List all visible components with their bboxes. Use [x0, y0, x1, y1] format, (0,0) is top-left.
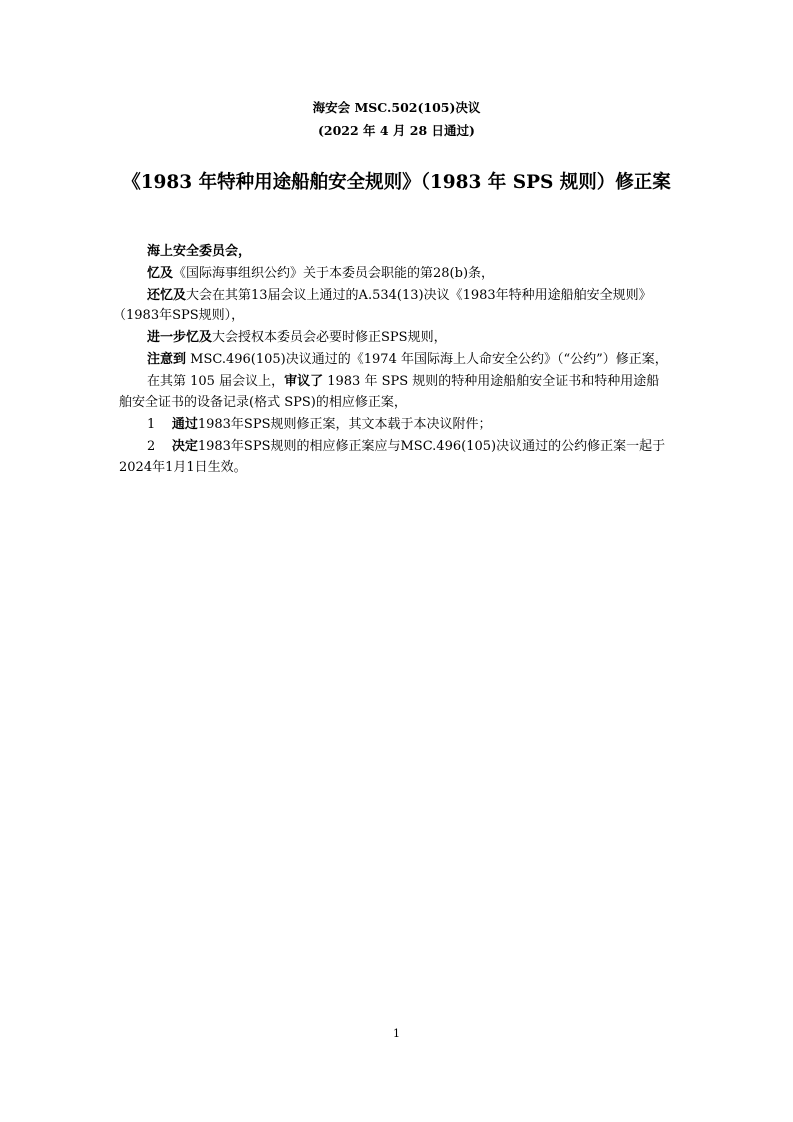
paragraph-1-number: 1	[147, 417, 156, 432]
paragraph-2-continuation: 2024年1月1日生效。	[119, 460, 247, 475]
preamble-having-considered	[147, 371, 707, 393]
recalling-further-keyword: 进一步忆及	[147, 330, 213, 345]
paragraph-1-text: 1983年SPS规则修正案，其文本载于本决议附件；	[197, 417, 492, 432]
preamble-recalling-also	[147, 285, 707, 307]
resolution-number: 海安会 MSC.502(105)决议	[312, 100, 481, 115]
adoption-date: (2022 年 4 月 28 日通过)	[318, 123, 475, 138]
paragraph-2-text: 1983年SPS规则的相应修正案应与MSC.496(105)决议通过的公约修正案一起于	[197, 439, 666, 454]
recalling-text: 《国际海事组织公约》关于本委员会职能的第28(b)条，	[173, 266, 495, 281]
noting-keyword: 注意到	[147, 352, 187, 367]
recalling-also-text: 大会在其第13届会议上通过的A.534(13)决议《1983年特种用途船舶安全规则》	[186, 288, 652, 303]
having-considered-continuation: 舶安全证书的设备记录(格式 SPS)的相应修正案，	[119, 395, 407, 410]
operative-paragraph-2	[147, 436, 707, 458]
having-considered-prefix: 在其第 105 届会议上，	[147, 374, 285, 389]
paragraph-2-keyword: 决定	[171, 439, 198, 454]
having-considered-text: 1983 年 SPS 规则的特种用途船舶安全证书和特种用途船	[323, 374, 660, 389]
preamble-noting	[147, 349, 707, 371]
page-number: 1	[393, 1027, 400, 1040]
operative-paragraph-1	[147, 414, 707, 436]
paragraph-2-number: 2	[147, 439, 156, 454]
paragraph-1-keyword: 通过	[171, 417, 198, 432]
noting-text: MSC.496(105)决议通过的《1974 年国际海上人命安全公约》（“公约”）修正案，	[186, 352, 668, 367]
recalling-also-keyword: 还忆及	[147, 288, 187, 303]
preamble-committee: 海上安全委员会，	[147, 244, 252, 259]
recalling-further-text: 大会授权本委员会必要时修正SPS规则，	[212, 330, 447, 345]
having-considered-keyword: 审议了	[284, 374, 324, 389]
recalling-keyword: 忆及	[147, 266, 174, 281]
preamble-recalling-further	[147, 327, 707, 349]
preamble-recalling	[147, 263, 707, 285]
document-title: 《1983 年特种用途船舶安全规则》（1983 年 SPS 规则）修正案	[122, 172, 671, 193]
recalling-also-continuation: （1983年SPS规则），	[113, 308, 245, 323]
